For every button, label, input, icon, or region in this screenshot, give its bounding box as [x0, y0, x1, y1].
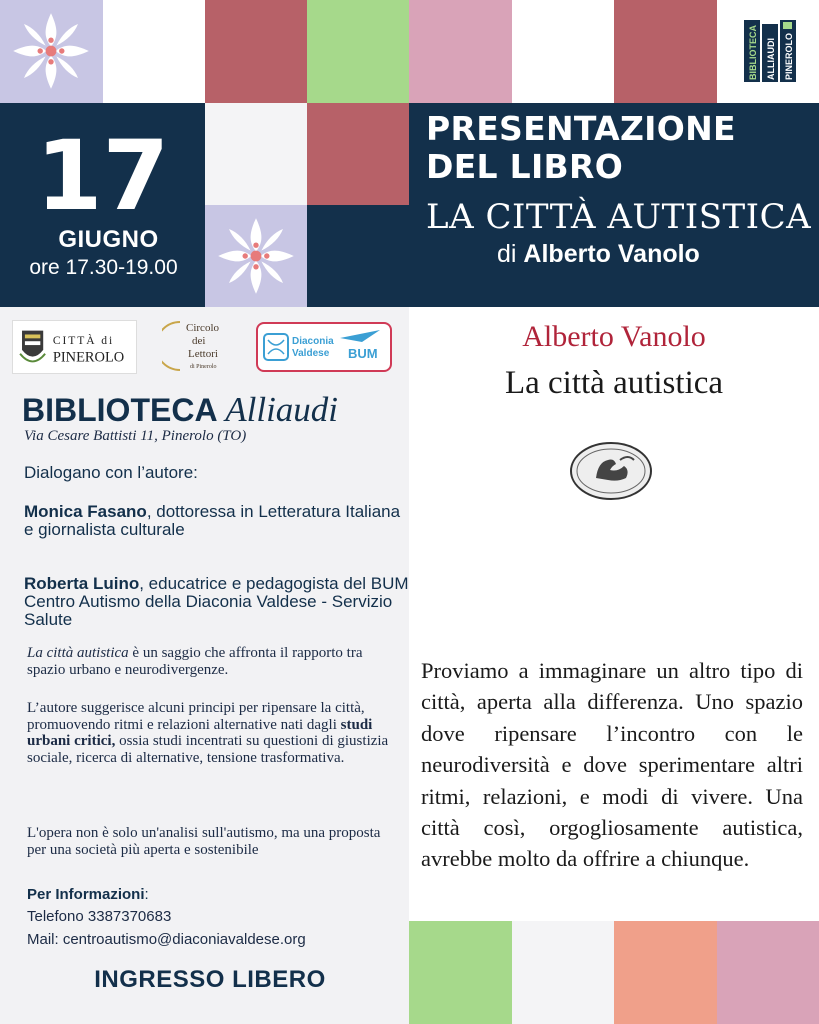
- event-time: ore 17.30-19.00: [29, 256, 178, 279]
- tile-white: [205, 103, 307, 205]
- event-month: GIUGNO: [58, 226, 159, 253]
- biblioteca-alliaudi-logo: [742, 18, 800, 84]
- info-heading: [27, 886, 149, 903]
- pinerolo-logo-text: PINEROLO: [52, 349, 125, 366]
- event-heading: [426, 110, 816, 186]
- speaker-role: , educatrice e pedagogista del BUM Centro Autismo della Diaconia Valdese - Servizio Salute: [24, 574, 409, 629]
- diaconia-logo-text: Diaconia: [292, 336, 334, 347]
- description-paragraph: [27, 700, 397, 766]
- author-line: [497, 240, 817, 269]
- tile-green: [307, 0, 409, 103]
- tile-pink: [409, 0, 512, 103]
- tile-white: [103, 0, 205, 103]
- tile-salmon: [614, 921, 717, 1024]
- description-text: ossia studi incentrati su questioni di giustizia sociale, ricerca di alternative, tensione trasformativa.: [27, 733, 389, 766]
- tile-white: [512, 0, 614, 103]
- venue-name-bold: BIBLIOTECA: [22, 392, 217, 428]
- cover-quote: Proviamo a immaginare un altro tipo di città, aperta alla differenza. Uno spazio dove ripensare l’incontro con le neurodiversità e dove sperimentare altri ritmi, relazioni, e modi di vivere. Una città così, orgogliosamente autistica, avrebbe molto da offrire a chiunque.: [421, 658, 803, 872]
- book-title-italic: La città autistica: [27, 645, 129, 661]
- circolo-dei-lettori-logo: [162, 318, 242, 374]
- tile-green: [409, 921, 512, 1024]
- speaker-name: Roberta Luino: [24, 574, 140, 593]
- info-phone: Telefono 3387370683: [27, 908, 172, 925]
- description-text: è un saggio che affronta il rapporto tra spazio urbano e neurodivergenze.: [27, 645, 363, 678]
- author-name: Alberto Vanolo: [523, 240, 700, 268]
- cover-emblem-icon: [568, 440, 654, 502]
- tile-pink: [717, 921, 819, 1024]
- bum-logo-text: BUM: [348, 346, 378, 361]
- tile-white: [512, 921, 614, 1024]
- info-heading-colon: :: [144, 886, 149, 903]
- heading-line: DEL LIBRO: [426, 147, 624, 186]
- free-entry-label: INGRESSO LIBERO: [94, 966, 326, 993]
- speaker-name: Monica Fasano: [24, 502, 147, 521]
- info-heading-label: Per Informazioni: [27, 886, 145, 903]
- description-bold: studi urbani critici,: [27, 716, 373, 749]
- circolo-logo-text: dei: [192, 335, 206, 347]
- venue-name-italic: Alliaudi: [225, 390, 339, 429]
- circolo-logo-text: Lettori: [188, 348, 218, 360]
- circolo-logo-text: di Pinerolo: [190, 364, 217, 370]
- speaker-monica: [24, 503, 409, 539]
- event-day: 17: [35, 120, 170, 232]
- speaker-roberta: [24, 575, 414, 629]
- speakers-heading: Dialogano con l’autore:: [24, 463, 198, 482]
- ornament-icon: [211, 211, 301, 301]
- speaker-role: , dottoressa in Letteratura Italiana e giornalista culturale: [24, 502, 401, 539]
- by-word: di: [497, 240, 517, 268]
- tile-brick: [307, 103, 409, 205]
- cover-author: Alberto Vanolo: [522, 320, 706, 353]
- diaconia-valdese-bum-logo: [256, 322, 392, 372]
- venue-name: [22, 390, 338, 430]
- tile-brick: [205, 0, 307, 103]
- cover-title: La città autistica: [504, 365, 724, 401]
- circolo-logo-text: Circolo: [186, 322, 219, 334]
- ornament-icon: [6, 6, 96, 96]
- venue-address: Via Cesare Battisti 11, Pinerolo (TO): [24, 428, 247, 444]
- tile-brick: [614, 0, 717, 103]
- biblioteca-logo-text: PINEROLO: [784, 32, 794, 80]
- description-paragraph: L'opera non è solo un'analisi sull'autismo, ma una proposta per una società più aperta e sostenibile: [27, 825, 381, 858]
- biblioteca-logo-text: BIBLIOTECA: [748, 25, 758, 80]
- description-text: L’autore suggerisce alcuni principi per ripensare la città, promuovendo ritmi e relazioni alternative nati dagli: [27, 700, 365, 733]
- book-title-heading: LA CITTÀ AUTISTICA: [426, 197, 812, 237]
- citta-di-pinerolo-logo: [12, 320, 137, 374]
- biblioteca-logo-text: ALLIAUDI: [766, 38, 776, 80]
- heading-line: PRESENTAZIONE: [426, 109, 736, 148]
- description-paragraph: [27, 645, 397, 678]
- pinerolo-logo-text: CITTÀ di: [52, 335, 115, 348]
- diaconia-logo-text: Valdese: [292, 348, 330, 359]
- info-mail: Mail: centroautismo@diaconiavaldese.org: [27, 931, 306, 948]
